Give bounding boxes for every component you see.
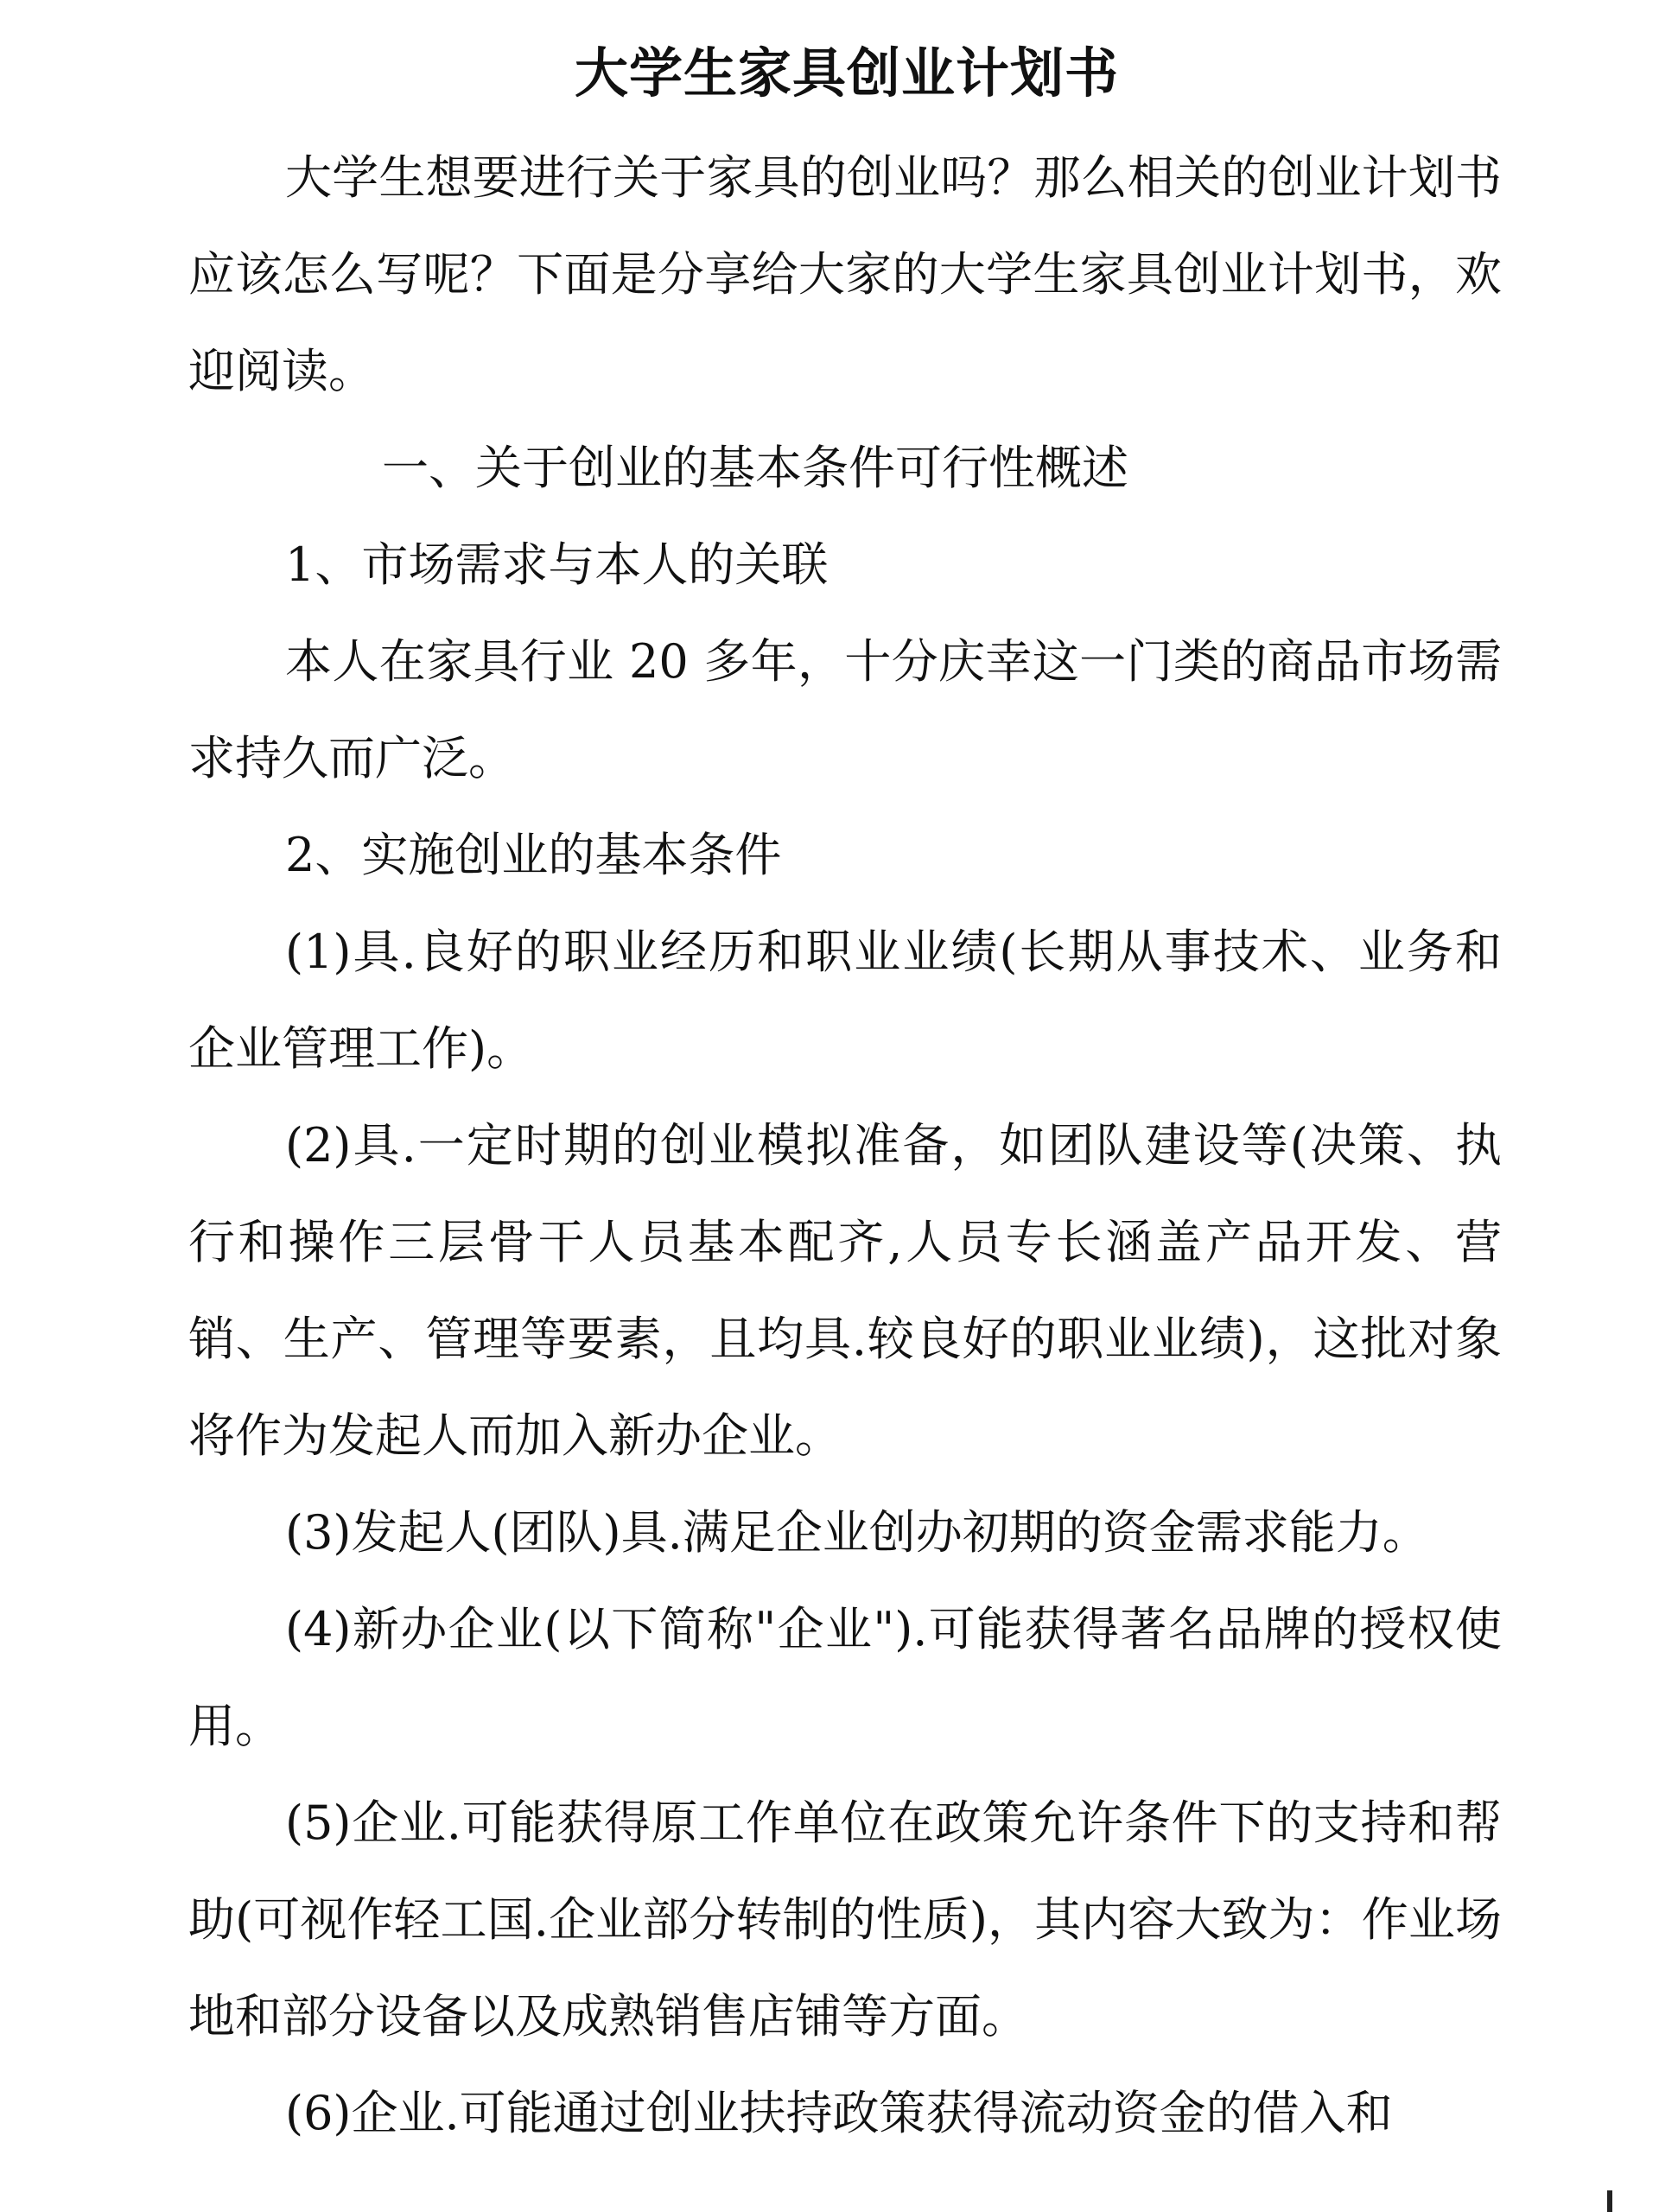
intro-paragraph: 大学生想要进行关于家具的创业吗？那么相关的创业计划书应该怎么写呢？下面是分享给大家的大学生家具创业计划书，欢迎阅读。: [188, 150, 1502, 398]
condition-item-6: (6)企业.可能通过创业扶持政策获得流动资金的借入和: [285, 2086, 1393, 2140]
subsection-heading-2: 2、实施创业的基本条件: [285, 828, 782, 882]
market-paragraph: 本人在家具行业 20 多年，十分庆幸这一门类的商品市场需求持久而广泛。: [188, 634, 1502, 785]
condition-item-5: (5)企业.可能获得原工作单位在政策允许条件下的支持和帮助(可视作轻工国.企业部分转制的性质)，其内容大致为：作业场地和部分设备以及成熟销售店铺等方面。: [188, 1796, 1502, 2044]
subsection-heading-1: 1、市场需求与本人的关联: [285, 537, 829, 592]
condition-item-2: (2)具.一定时期的创业模拟准备，如团队建设等(决策、执行和操作三层骨干人员基本配齐,人员专长涵盖产品开发、营销、生产、管理等要素，且均具.较良好的职业业绩)，这批对象将作为发起人而加入新办企业。: [188, 1118, 1502, 1463]
condition-item-3: (3)发起人(团队)具.满足企业创办初期的资金需求能力。: [285, 1505, 1429, 1560]
section-heading-1: 一、关于创业的基本条件可行性概述: [382, 441, 1128, 495]
document-title: 大学生家具创业计划书: [574, 41, 1119, 105]
condition-item-1: (1)具.良好的职业经历和职业业绩(长期从事技术、业务和企业管理工作)。: [188, 925, 1502, 1076]
document-body: [188, 130, 1502, 2162]
condition-item-4: (4)新办企业(以下简称"企业").可能获得著名品牌的授权使用。: [188, 1602, 1502, 1753]
page-edge-mark: [1607, 2190, 1612, 2212]
